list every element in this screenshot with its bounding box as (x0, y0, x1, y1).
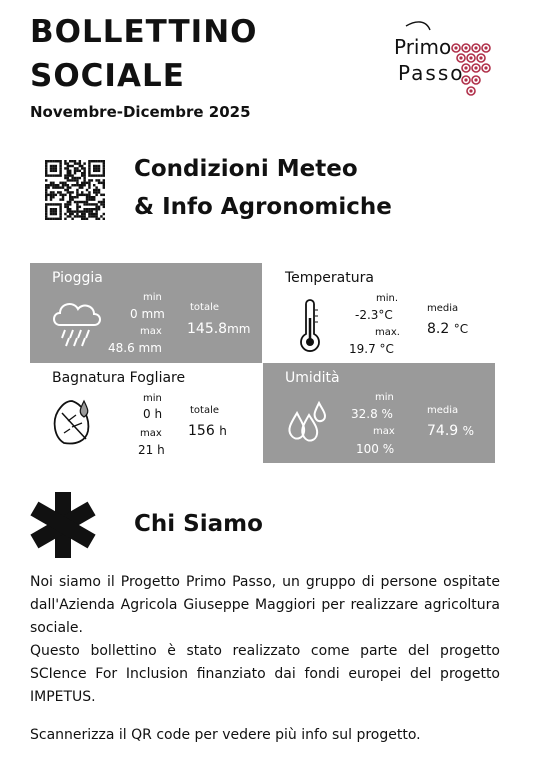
leaf-wetness-total-value: 156 (188, 423, 215, 439)
about-heading: Chi Siamo (134, 511, 263, 537)
qr-instruction: Scannerizza il QR code per vedere più info sul progetto. (30, 727, 421, 743)
rain-min-label: min (143, 292, 162, 303)
humidity-min-label: min (375, 392, 394, 403)
rain-total (187, 321, 250, 337)
leaf-wetness-total-label: totale (190, 405, 220, 416)
logo-text-line-1: Primo (394, 35, 452, 59)
title-line-2: SOCIALE (30, 58, 185, 94)
page-title (30, 10, 258, 98)
title-line-1: BOLLETTINO (30, 14, 258, 50)
rain-max-value: 48.6 mm (108, 341, 162, 355)
temperature-avg-unit: °C (453, 322, 469, 336)
rain-total-value: 145.8 (187, 321, 228, 337)
leaf-wetness-max-label: max (140, 428, 162, 439)
temperature-max-value: 19.7 °C (349, 342, 394, 356)
humidity-avg-value: 74.9 (427, 423, 459, 439)
issue-date: Novembre-Dicembre 2025 (30, 103, 251, 121)
about-paragraph-2: Questo bollettino è stato realizzato come parte del progetto SCIence For Inclusion finanziato dai fondi europei del progetto IMPETUS. (30, 643, 500, 705)
wet-leaf-icon (50, 397, 98, 447)
leaf-wetness-total-unit: h (219, 424, 227, 438)
rain-label: Pioggia (52, 270, 103, 286)
rain-total-label: totale (190, 302, 220, 313)
meteo-heading (134, 150, 392, 226)
rain-panel (30, 263, 262, 363)
humidity-max-value: 100 % (356, 442, 395, 456)
logo-text-line-2: Passo (398, 61, 465, 85)
about-text (30, 571, 500, 709)
about-paragraph-1: Noi siamo il Progetto Primo Passo, un gruppo di persone ospitate dall'Azienda Agricola Giuseppe Maggiori per realizzare agricoltura sociale. (30, 574, 500, 636)
asterisk-icon (28, 490, 98, 560)
rain-min-value: 0 mm (130, 307, 165, 321)
temperature-avg (427, 321, 468, 337)
rain-cloud-icon (50, 297, 104, 349)
temperature-panel (263, 263, 495, 363)
humidity-label: Umidità (285, 370, 340, 386)
leaf-wetness-total (188, 423, 227, 439)
leaf-wetness-max-value: 21 h (138, 443, 165, 457)
rain-total-unit: mm (227, 322, 251, 336)
grape-cluster-logo (392, 18, 502, 110)
humidity-avg-unit: % (462, 424, 475, 438)
leaf-wetness-min-value: 0 h (143, 407, 163, 421)
temperature-max-label: max. (375, 327, 400, 338)
humidity-max-label: max (373, 426, 395, 437)
humidity-avg-label: media (427, 405, 459, 416)
meteo-heading-line-1: Condizioni Meteo (134, 156, 358, 182)
temperature-min-value: -2.3°C (355, 308, 393, 322)
primo-passo-logo (392, 18, 502, 110)
humidity-avg (427, 423, 474, 439)
qr-code[interactable] (45, 160, 105, 220)
thermometer-icon (299, 298, 321, 354)
humidity-min-value: 32.8 % (351, 407, 393, 421)
temperature-min-label: min. (376, 293, 399, 304)
rain-max-label: max (140, 326, 162, 337)
humidity-panel (263, 363, 495, 463)
water-drops-icon (285, 401, 331, 445)
leaf-wetness-panel (30, 363, 262, 463)
leaf-wetness-min-label: min (143, 393, 162, 404)
leaf-wetness-label: Bagnatura Fogliare (52, 370, 186, 386)
meteo-heading-line-2: & Info Agronomiche (134, 194, 392, 220)
qr-code-image (45, 160, 105, 220)
temperature-label: Temperatura (285, 270, 374, 286)
temperature-avg-value: 8.2 (427, 321, 450, 337)
temperature-avg-label: media (427, 303, 459, 314)
